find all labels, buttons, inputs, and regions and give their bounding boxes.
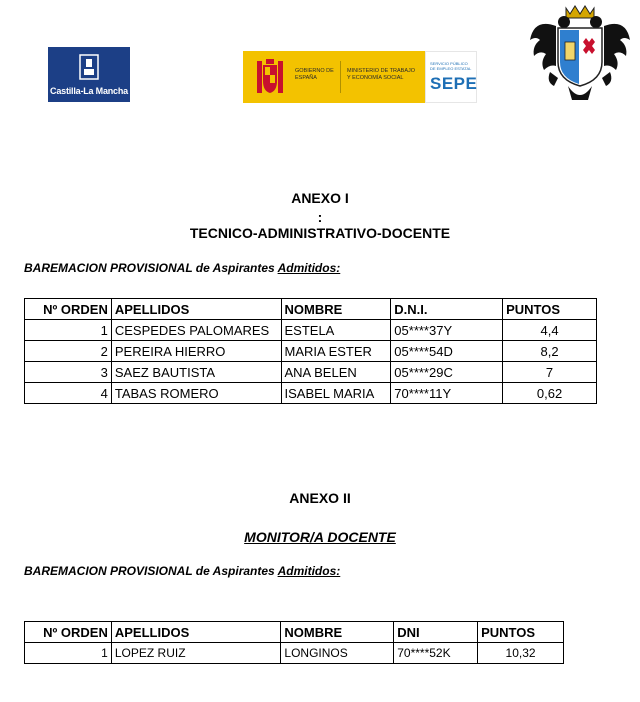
table-row bbox=[25, 320, 597, 341]
cell-puntos: 7 bbox=[503, 362, 597, 383]
logo-divider bbox=[340, 61, 341, 93]
cell-nombre: ANA BELEN bbox=[281, 362, 391, 383]
castle-icon bbox=[78, 53, 100, 81]
anexo1-table bbox=[24, 298, 597, 404]
cell-orden: 4 bbox=[25, 383, 112, 404]
header-puntos: PUNTOS bbox=[503, 299, 597, 320]
cell-apellidos: LOPEZ RUIZ bbox=[111, 643, 281, 664]
header-apellidos: APELLIDOS bbox=[111, 299, 281, 320]
header-dni: DNI bbox=[394, 622, 478, 643]
eagle-crest-icon bbox=[528, 2, 632, 110]
anexo1-label bbox=[24, 261, 340, 275]
table-header-row bbox=[25, 299, 597, 320]
anexo2-label-prefix: BAREMACION PROVISIONAL de Aspirantes bbox=[24, 564, 278, 578]
table-header-row bbox=[25, 622, 564, 643]
header-nombre: NOMBRE bbox=[281, 299, 391, 320]
header-nombre: NOMBRE bbox=[281, 622, 394, 643]
anexo1-title: ANEXO I bbox=[291, 190, 349, 206]
header-dni: D.N.I. bbox=[391, 299, 503, 320]
coat-of-arms-icon bbox=[255, 57, 285, 97]
cell-dni: 70****52K bbox=[394, 643, 478, 664]
anexo1-colon: : bbox=[317, 209, 323, 225]
header-orden: Nº ORDEN bbox=[25, 622, 112, 643]
anexo2-subtitle: MONITOR/A DOCENTE bbox=[244, 529, 396, 545]
sepe-small-text: SERVICIO PÚBLICO DE EMPLEO ESTATAL bbox=[430, 61, 472, 71]
cell-puntos: 0,62 bbox=[503, 383, 597, 404]
ministerio-text: MINISTERIO DE TRABAJO Y ECONOMÍA SOCIAL bbox=[347, 68, 416, 81]
sepe-logo bbox=[425, 51, 477, 103]
cell-orden: 3 bbox=[25, 362, 112, 383]
cell-dni: 05****54D bbox=[391, 341, 503, 362]
anexo2-label bbox=[24, 564, 340, 578]
cell-nombre: LONGINOS bbox=[281, 643, 394, 664]
cell-puntos: 8,2 bbox=[503, 341, 597, 362]
cell-apellidos: PEREIRA HIERRO bbox=[111, 341, 281, 362]
cell-orden: 1 bbox=[25, 643, 112, 664]
anexo2-table bbox=[24, 621, 564, 664]
cell-apellidos: SAEZ BAUTISTA bbox=[111, 362, 281, 383]
header-puntos: PUNTOS bbox=[478, 622, 564, 643]
castilla-la-mancha-logo bbox=[48, 47, 130, 102]
anexo2-label-admitidos: Admitidos: bbox=[277, 564, 341, 578]
table-row bbox=[25, 383, 597, 404]
header-orden: Nº ORDEN bbox=[25, 299, 112, 320]
gobierno-espana-logo bbox=[243, 51, 425, 103]
cell-puntos: 4,4 bbox=[503, 320, 597, 341]
cell-apellidos: CESPEDES PALOMARES bbox=[111, 320, 281, 341]
cell-dni: 05****29C bbox=[391, 362, 503, 383]
sepe-big-text: SEPE bbox=[430, 74, 478, 93]
cell-nombre: ESTELA bbox=[281, 320, 391, 341]
gobierno-text: GOBIERNO DE ESPAÑA bbox=[295, 68, 334, 81]
cell-orden: 1 bbox=[25, 320, 112, 341]
table-row bbox=[25, 341, 597, 362]
cell-nombre: ISABEL MARIA bbox=[281, 383, 391, 404]
cell-dni: 05****37Y bbox=[391, 320, 503, 341]
cell-orden: 2 bbox=[25, 341, 112, 362]
clm-logo-text: Castilla-La Mancha bbox=[50, 86, 128, 96]
table-row bbox=[25, 362, 597, 383]
cell-dni: 70****11Y bbox=[391, 383, 503, 404]
cell-puntos: 10,32 bbox=[478, 643, 564, 664]
anexo2-title: ANEXO II bbox=[289, 490, 351, 506]
cell-nombre: MARIA ESTER bbox=[281, 341, 391, 362]
table-row bbox=[25, 643, 564, 664]
header-apellidos: APELLIDOS bbox=[111, 622, 281, 643]
anexo1-label-admitidos: Admitidos: bbox=[277, 261, 341, 275]
cell-apellidos: TABAS ROMERO bbox=[111, 383, 281, 404]
anexo1-subtitle: TECNICO-ADMINISTRATIVO-DOCENTE bbox=[189, 225, 451, 241]
anexo1-label-prefix: BAREMACION PROVISIONAL de Aspirantes bbox=[24, 261, 278, 275]
